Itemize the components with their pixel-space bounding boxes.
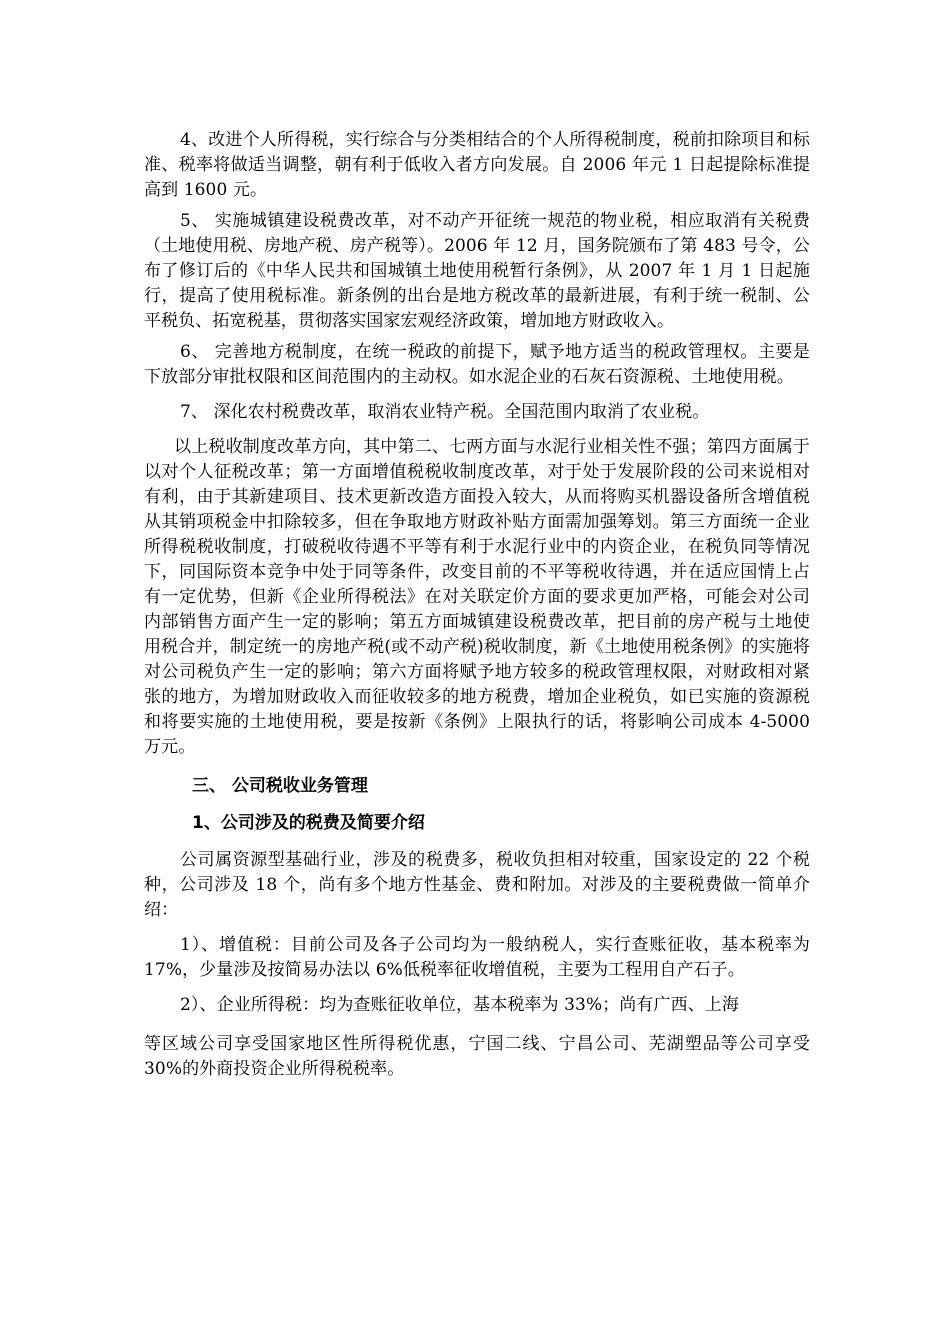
paragraph-intro: 公司属资源型基础行业，涉及的税费多，税收负担相对较重，国家设定的 22 个税种，公司涉及 18 个，尚有多个地方性基金、费和附加。对涉及的主要税费做一简单介绍： — [144, 850, 810, 920]
paragraph-item-4: 4、改进个人所得税，实行综合与分类相结合的个人所得税制度，税前扣除项目和标准、税率将做适当调整，朝有利于低收入者方向发展。自 2006 年元 1 日起提除标准提高到 1600 元。 — [144, 130, 810, 200]
document-page — [144, 122, 810, 1082]
paragraph-summary: 以上税收制度改革方向，其中第二、七两方面与水泥行业相关性不强；第四方面属于以对个人征税改革；第一方面增值税税收制度改革，对于处于发展阶段的公司来说相对有利，由于其新建项目、技术更新改造方面投入较大，从而将购买机器设备所含增值税从其销项税金中扣除较多，但在争取地方财政补贴方面需加强筹划。第三方面统一企业所得税税收制度，打破税收待遇不平等有利于水泥行业中的内资企业，在税负同等情况下，同国际资本竞争中处于同等条件，改变目前的不平等税收待遇，并在适应国情上占有一定优势，但新《企业所得税法》在对关联定价方面的要求更加严格，可能会对公司内部销售方面产生一定的影响；第五方面城镇建设税费改革，把目前的房产税与土地使用税合并，制定统一的房地产税(或不动产税)税收制度，新《土地使用税条例》的实施将对公司税负产生一定的影响；第六方面将赋予地方较多的税政管理权限，对财政相对紧张的地方，为增加财政收入而征收较多的地方税费，增加企业税负，如已实施的资源税和将要实施的土地使用税，要是按新《条例》上限执行的话，将影响公司成本 4-5000 万元。 — [144, 437, 810, 757]
paragraph-cit-first: 2）、企业所得税：均为查账征收单位，基本税率为 33%；尚有广西、上海 — [180, 995, 740, 1015]
paragraph-item-6: 6、 完善地方税制度，在统一税政的前提下，赋予地方适当的税政管理权。主要是下放部分审批权限和区间范围内的主动权。如水泥企业的石灰石资源税、土地使用税。 — [144, 342, 810, 387]
paragraph-item-5: 5、 实施城镇建设税费改革，对不动产开征统一规范的物业税，相应取消有关税费（土地使用税、房地产税、房产税等）。2006 年 12 月，国务院颁布了第 483 号令，公布了修订后的《中华人民共和国城镇土地使用税暂行条例》，从 2007 年 1 月 1 日起施行，提高了使用税标准。新条例的出台是地方税改革的最新进展，有利于统一税制、公平税负、拓宽税基，贯彻落实国家宏观经济政策，增加地方财政收入。 — [144, 211, 810, 331]
subsection-heading: 1、公司涉及的税费及简要介绍 — [192, 813, 425, 833]
paragraph-vat: 1）、增值税：目前公司及各子公司均为一般纳税人，实行查账征收，基本税率为 17%，少量涉及按简易办法以 6%低税率征收增值税，主要为工程用自产石子。 — [144, 935, 810, 980]
paragraph-item-7: 7、 深化农村税费改革，取消农业特产税。全国范围内取消了农业税。 — [180, 402, 710, 422]
paragraph-cit-second: 等区域公司享受国家地区性所得税优惠，宁国二线、宁昌公司、芜湖塑品等公司享受 30%的外商投资企业所得税税率。 — [144, 1034, 810, 1079]
section-heading: 三、 公司税收业务管理 — [192, 776, 368, 796]
